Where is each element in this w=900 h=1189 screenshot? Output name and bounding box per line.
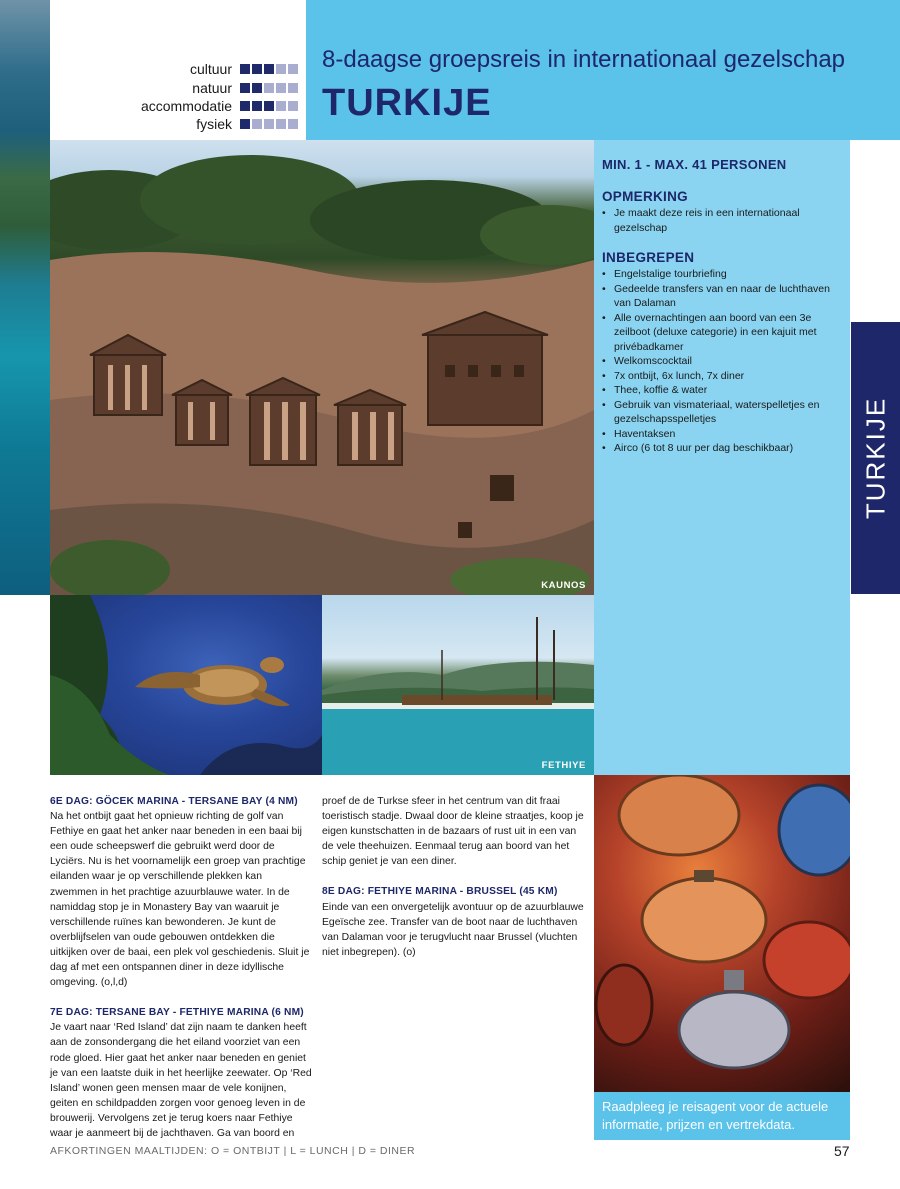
rating-square-empty — [288, 119, 298, 129]
rating-square-empty — [276, 64, 286, 74]
side-tab-label: TURKIJE — [860, 396, 890, 520]
rating-square-filled — [264, 101, 274, 111]
photo-caption-kaunos: KAUNOS — [541, 580, 586, 591]
rating-square-filled — [252, 83, 262, 93]
photo-caption-fethiye: FETHIYE — [541, 760, 586, 771]
rating-square-filled — [240, 101, 250, 111]
text-column-left — [50, 794, 312, 1141]
title-block — [306, 0, 900, 140]
rating-square-filled — [240, 83, 250, 93]
kaunos-rock-tombs-photo — [50, 140, 594, 595]
fethiye-harbour-photo — [322, 595, 594, 775]
rating-square-empty — [252, 119, 262, 129]
agent-note: Raadpleeg je reisagent voor de actuele informatie, prijzen en vertrekdata. — [594, 1092, 850, 1140]
day-7-heading: 7E DAG: TERSANE BAY - FETHIYE MARINA (6 NM) — [50, 1007, 304, 1019]
page-number: 57 — [834, 1143, 850, 1159]
list-item: • Alle overnachtingen aan boord van een 3e zeilboot (deluxe categorie) in een kajuit met privébadkamer — [602, 311, 838, 355]
coast-photo-strip — [0, 0, 50, 595]
meal-abbreviations-footer: AFKORTINGEN MAALTIJDEN: O = ONTBIJT | L = LUNCH | D = DINER — [50, 1145, 416, 1157]
rating-squares — [240, 64, 298, 74]
rating-square-empty — [288, 101, 298, 111]
list-item: • Gedeelde transfers van en naar de luchthaven van Dalaman — [602, 282, 838, 311]
list-item: • Je maakt deze reis in een internationaal gezelschap — [602, 206, 827, 235]
rating-legend — [50, 0, 306, 140]
rating-square-empty — [276, 119, 286, 129]
turtle-illustration — [50, 595, 322, 775]
included-heading: INBEGREPEN — [602, 250, 695, 265]
day-8-text: Einde van een onvergetelijk avontuur op de azuurblauwe Egeïsche zee. Transfer van de boot naar de luchthaven van Dalaman voor je terugvlucht naar Brussel (vluchten niet inbegrepen). (o) — [322, 901, 584, 958]
legend-row-fysiek: fysiek — [196, 116, 298, 132]
country-side-tab — [851, 322, 900, 594]
list-item: • Airco (6 tot 8 uur per dag beschikbaar) — [602, 441, 838, 456]
rating-square-filled — [264, 64, 274, 74]
rating-square-empty — [264, 119, 274, 129]
rating-square-filled — [240, 119, 250, 129]
turkish-lamps-photo — [594, 775, 850, 1092]
remark-heading: OPMERKING — [602, 189, 688, 204]
legend-row-natuur: natuur — [192, 80, 298, 96]
text-column-right — [322, 794, 584, 960]
day-6-text: Na het ontbijt gaat het opnieuw richting de golf van Fethiye en gaat het anker naar beneden in een baai bij een oude scheepswerf die gebruikt werd door de Lyciërs. Nu is het voornamelijk een groep van prachtige eilanden waar je op verschillende plekken kan zwemmen in het prachtige azuurblauwe water. In de namiddag stop je in Monastery Bay van waaruit je verschillende ruïnes kan bewonderen. Je kunt de overblijfselen van oude gebouwen ontdekken die uitkijken over de baai, een plek vol geschiedenis. Sluit je dag af met een ontspannen diner in deze idyllische omgeving. (o,l,d) — [50, 811, 310, 989]
rating-square-filled — [252, 64, 262, 74]
rating-square-empty — [288, 64, 298, 74]
rating-square-filled — [252, 101, 262, 111]
harbour-illustration — [322, 595, 594, 775]
rating-squares — [240, 101, 298, 111]
legend-row-cultuur: cultuur — [190, 61, 298, 77]
day-7-text-continued: proef de de Turkse sfeer in het centrum van dit fraai toeristisch stadje. Dwaal door de kleine straatjes, koop je eigen kunstschatten in de bazaars of rust uit in een van de vele theehuizen. Eenmaal terug aan boord van het schip geniet je van een diner. — [322, 796, 584, 868]
day-6-heading: 6E DAG: GÖCEK MARINA - TERSANE BAY (4 NM) — [50, 796, 298, 807]
lamps-illustration — [594, 775, 850, 1092]
rating-squares — [240, 83, 298, 93]
list-item: • Thee, koffie & water — [602, 383, 838, 398]
day-8-heading: 8E DAG: FETHIYE MARINA - BRUSSEL (45 KM) — [322, 886, 558, 898]
list-item: • Engelstalige tourbriefing — [602, 267, 838, 282]
list-item: • Gebruik van vismateriaal, waterspelletjes en gezelschapsspelletjes — [602, 398, 838, 427]
remark-list — [602, 206, 827, 235]
list-item: • 7x ontbijt, 6x lunch, 7x diner — [602, 369, 838, 384]
capacity-label: MIN. 1 - MAX. 41 PERSONEN — [602, 157, 787, 172]
rating-square-empty — [276, 101, 286, 111]
page-title: TURKIJE — [322, 82, 492, 124]
legend-row-accommodatie: accommodatie — [141, 98, 298, 114]
sea-turtle-photo — [50, 595, 322, 775]
list-item: • Welkomscocktail — [602, 354, 838, 369]
rock-tombs-illustration — [50, 140, 594, 595]
page-subtitle: 8-daagse groepsreis in internationaal gezelschap — [322, 46, 846, 73]
rating-square-empty — [276, 83, 286, 93]
included-list — [602, 267, 838, 456]
day-7-text: Je vaart naar ‘Red Island’ dat zijn naam te danken heeft aan de zonsondergang die het eiland voorziet van een rode gloed. Hier gaat het anker naar beneden en geniet je van een laatste duik in het heerlijke zeewater. Op ‘Red Island’ wonen geen mensen maar de vele konijnen, geiten en schildpadden zorgen voor genoeg leven in de brouwerij. Vervolgens zet je terug koers naar Fethiye waar je aanmeert bij de jachthaven. Ga van boord en — [50, 1022, 312, 1139]
list-item: • Haventaksen — [602, 427, 838, 442]
rating-squares — [240, 119, 298, 129]
rating-square-empty — [264, 83, 274, 93]
travel-info-panel — [594, 140, 850, 775]
rating-square-filled — [240, 64, 250, 74]
rating-square-empty — [288, 83, 298, 93]
